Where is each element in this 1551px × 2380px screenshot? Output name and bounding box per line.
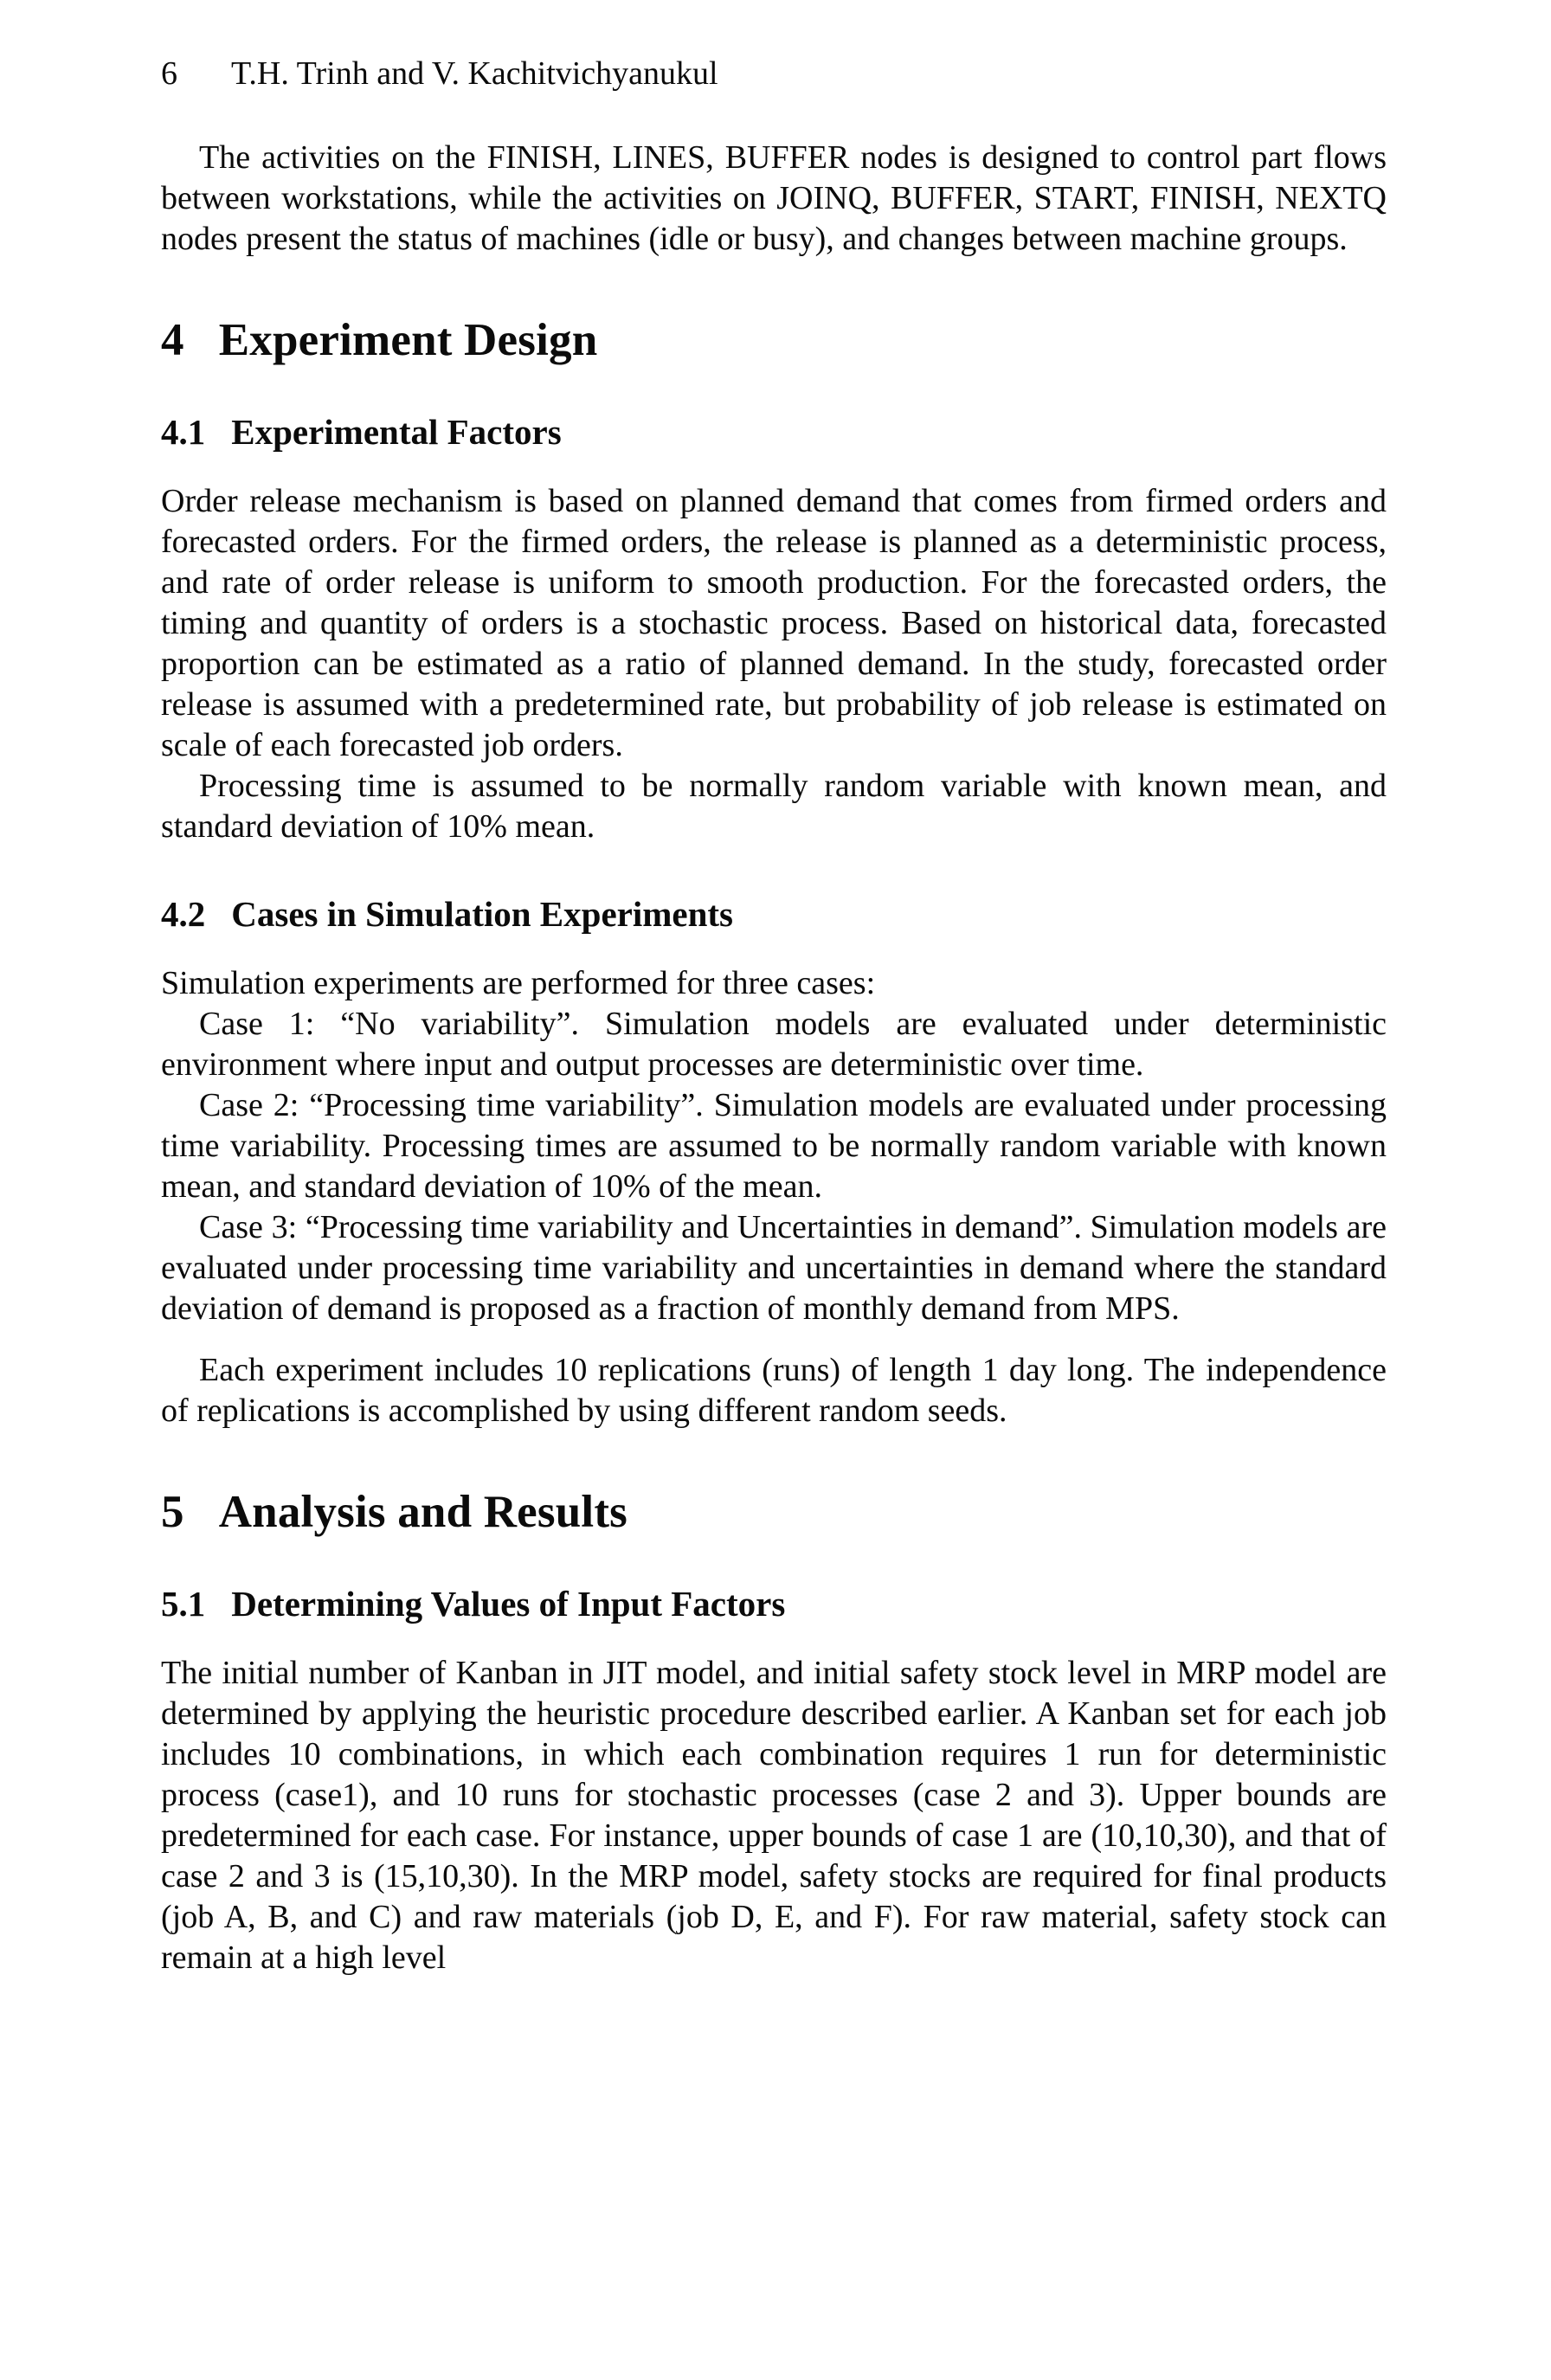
running-title: T.H. Trinh and V. Kachitvichyanukul (231, 55, 718, 92)
section-title: Experiment Design (218, 315, 598, 365)
paragraph-case-1: Case 1: “No variability”. Simulation models are evaluated under deterministic environment where input and output processes are deterministic over time. (161, 1006, 1387, 1083)
paragraph-case-3: Case 3: “Processing time variability and Uncertainties in demand”. Simulation models are evaluated under processing time variability and uncertainties in demand where the standard deviation of demand is proposed as a fraction of monthly demand from MPS. (161, 1209, 1387, 1327)
subsection-title: Experimental Factors (231, 412, 562, 452)
subsection-title: Cases in Simulation Experiments (231, 894, 733, 934)
paragraph-kanban: The initial number of Kanban in JIT model, and initial safety stock level in MRP model are determined by applying the heuristic procedure described earlier. A Kanban set for each job includes 10 combinations, in which each combination requires 1 run for deterministic process (case1), and 10 runs for stochastic processes (case 2 and 3). Upper bounds are predetermined for each case. For instance, upper bounds of case 1 are (10,10,30), and that of case 2 and 3 is (15,10,30). In the MRP model, safety stocks are required for final products (job A, B, and C) and raw materials (job D, E, and F). For raw material, safety stock can remain at a high level (161, 1655, 1387, 1976)
running-header (161, 54, 1387, 94)
section-number: 4 (161, 315, 184, 365)
subsection-heading-5-1 (161, 1584, 1387, 1624)
paragraph-replications: Each experiment includes 10 replications (runs) of length 1 day long. The independence of replications is accomplished by using different random seeds. (161, 1352, 1387, 1429)
paragraph-case-2: Case 2: “Processing time variability”. Simulation models are evaluated under processing time variability. Processing times are assumed to be normally random variable with known mean, and standard deviation of 10% of the mean. (161, 1087, 1387, 1205)
subsection-number: 4.1 (161, 412, 206, 452)
subsection-heading-4-2 (161, 894, 1387, 934)
section-heading-4 (161, 315, 1387, 365)
section-title: Analysis and Results (218, 1487, 628, 1537)
page-number: 6 (161, 55, 177, 92)
paragraph-cases-lead: Simulation experiments are performed for three cases: (161, 965, 876, 1001)
subsection-title: Determining Values of Input Factors (231, 1584, 786, 1624)
subsection-number: 5.1 (161, 1584, 206, 1624)
subsection-number: 4.2 (161, 894, 206, 934)
section-heading-5 (161, 1487, 1387, 1537)
section-number: 5 (161, 1487, 184, 1537)
paragraph-order-release: Order release mechanism is based on planned demand that comes from firmed orders and forecasted orders. For the firmed orders, the release is planned as a deterministic process, and rate of order release is uniform to smooth production. For the forecasted orders, the timing and quantity of orders is a stochastic process. Based on historical data, forecasted proportion can be estimated as a ratio of planned demand. In the study, forecasted order release is assumed with a predetermined rate, but probability of job release is estimated on scale of each forecasted job orders. (161, 483, 1387, 763)
paragraph-processing-time: Processing time is assumed to be normally random variable with known mean, and standard deviation of 10% mean. (161, 768, 1387, 845)
intro-paragraph: The activities on the FINISH, LINES, BUFFER nodes is designed to control part flows between workstations, while the activities on JOINQ, BUFFER, START, FINISH, NEXTQ nodes present the status of machines (idle or busy), and changes between machine groups. (161, 139, 1387, 257)
subsection-heading-4-1 (161, 412, 1387, 452)
